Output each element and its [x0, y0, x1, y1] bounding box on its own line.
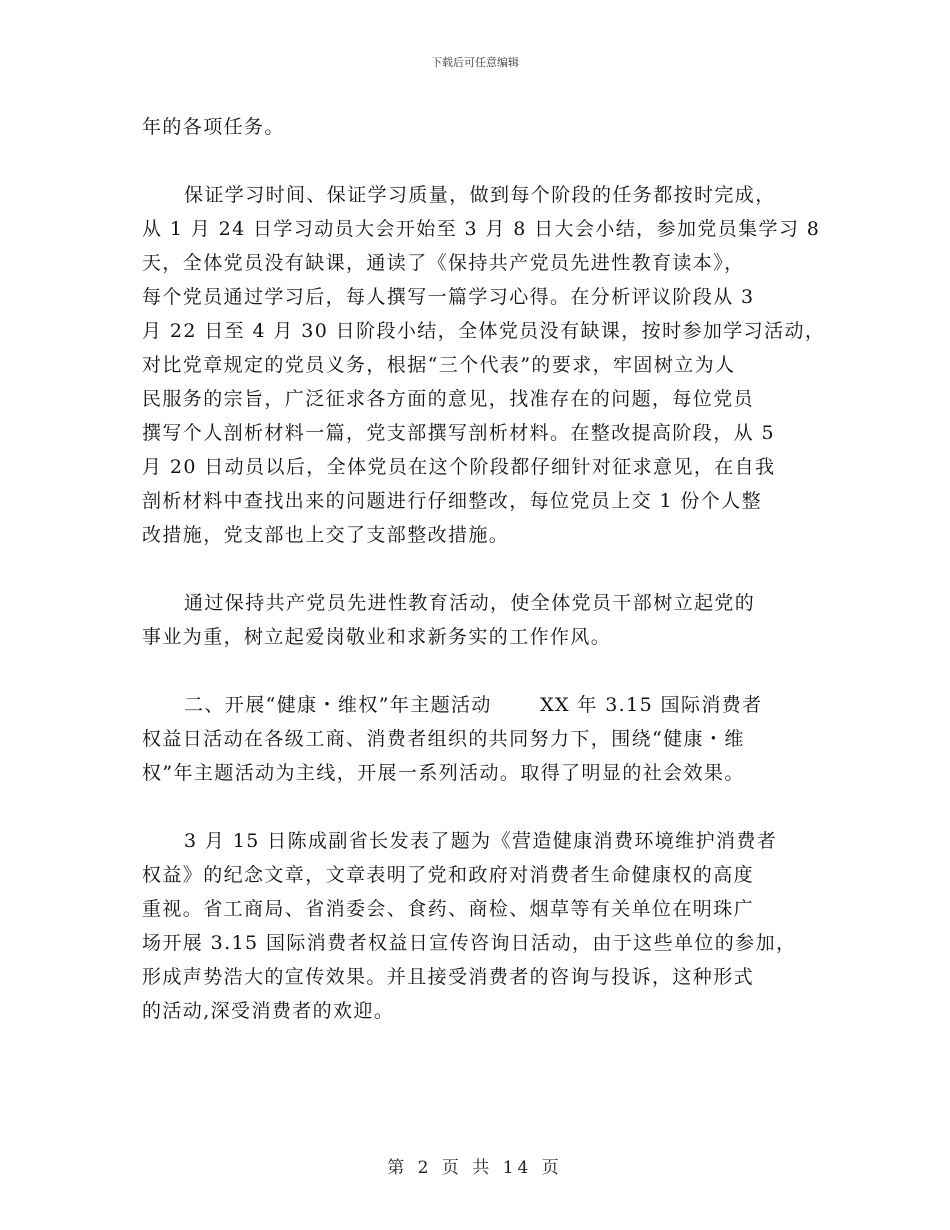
text-line: 改措施，党支部也上交了支部整改措施。: [142, 524, 510, 546]
text-line: 年的各项任务。: [142, 116, 285, 138]
paragraph-consumer-day: [142, 824, 817, 1028]
text-line: 3 月 15 日陈成副省长发表了题为《营造健康消费环境维护消费者: [184, 830, 778, 852]
page-number-footer: 第 2 页 共 14 页: [387, 1158, 563, 1178]
text-line: 月 22 日至 4 月 30 日阶段小结，全体党员没有缺课，按时参加学习活动，: [142, 320, 826, 342]
text-line: 场开展 3.15 国际消费者权益日宣传咨询日活动，由于这些单位的参加，: [142, 932, 797, 954]
text-line: 从 1 月 24 日学习动员大会开始至 3 月 8 日大会小结，参加党员集学习 8: [142, 218, 821, 240]
paragraph-gap: [142, 144, 817, 178]
text-line: 剖析材料中查找出来的问题进行仔细整改，每位党员上交 1 份个人整: [142, 490, 762, 512]
paragraph-gap: [142, 654, 817, 688]
text-line: 的活动,深受消费者的欢迎。: [142, 1000, 395, 1022]
text-line: 每个党员通过学习后，每人撰写一篇学习心得。在分析评议阶段从 3: [142, 286, 755, 308]
text-line: 天，全体党员没有缺课，通读了《保持共产党员先进性教育读本》，: [142, 252, 745, 274]
text-line: 重视。省工商局、省消委会、食药、商检、烟草等有关单位在明珠广: [142, 898, 755, 920]
page-header: 下载后可任意编辑: [431, 56, 519, 69]
text-line: 权益》的纪念文章，文章表明了党和政府对消费者生命健康权的高度: [142, 864, 755, 886]
text-line: 权益日活动在各级工商、消费者组织的共同努力下，围绕“健康・维: [142, 728, 745, 750]
paragraph-study-schedule: [142, 178, 826, 552]
paragraph-gap: [142, 790, 817, 824]
text-line: 对比党章规定的党员义务，根据“三个代表”的要求，牢固树立为人: [142, 354, 736, 376]
text-line: 形成声势浩大的宣传效果。并且接受消费者的咨询与投诉，这种形式: [142, 966, 755, 988]
text-line: 民服务的宗旨，广泛征求各方面的意见，找准存在的问题，每位党员: [142, 388, 755, 410]
paragraph-education-outcome: [142, 586, 817, 654]
text-line: 月 20 日动员以后，全体党员在这个阶段都仔细针对征求意见，在自我: [142, 456, 776, 478]
paragraph-theme-activity: [142, 688, 817, 790]
paragraph-continuation: [142, 110, 817, 144]
document-body: [142, 110, 826, 1028]
text-line: 事业为重，树立起爱岗敬业和求新务实的工作作风。: [142, 626, 612, 648]
paragraph-gap: [142, 552, 817, 586]
text-line: 权”年主题活动为主线，开展一系列活动。取得了明显的社会效果。: [142, 762, 745, 784]
text-line: 二、开展“健康・维权”年主题活动 XX 年 3.15 国际消费者: [184, 694, 763, 716]
text-line: 保证学习时间、保证学习质量，做到每个阶段的任务都按时完成，: [184, 184, 776, 206]
text-line: 撰写个人剖析材料一篇，党支部撰写剖析材料。在整改提高阶段，从 5: [142, 422, 775, 444]
text-line: 通过保持共产党员先进性教育活动，使全体党员干部树立起党的: [184, 592, 756, 614]
